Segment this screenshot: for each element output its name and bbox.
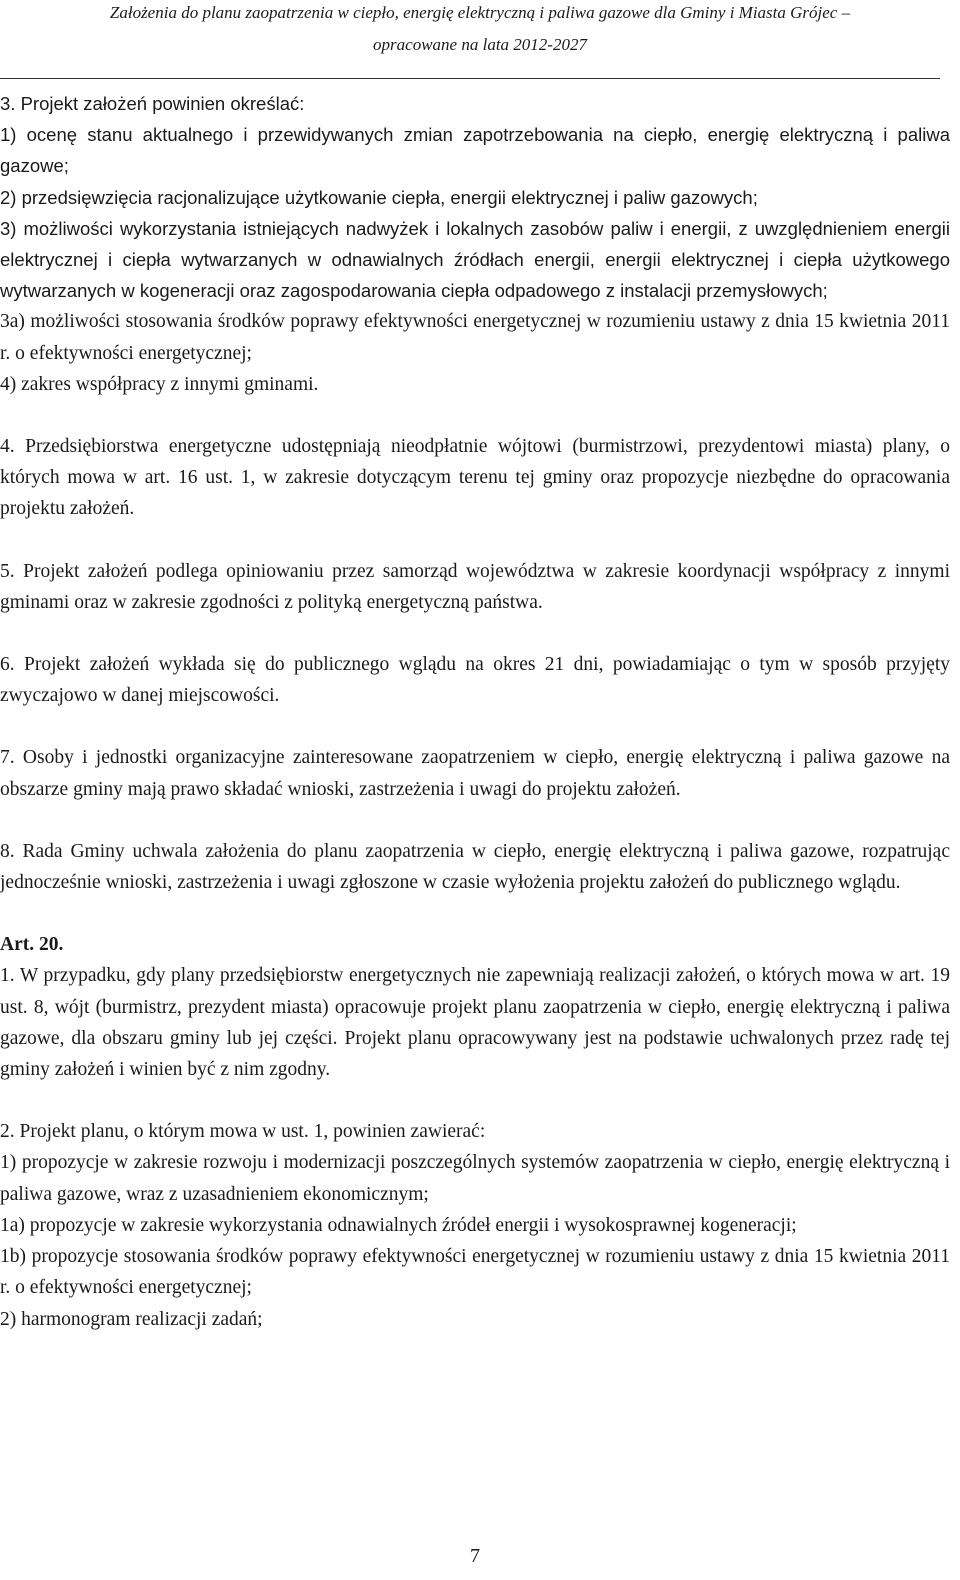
article-20-item-2: 2) harmonogram realizacji zadań; — [0, 1308, 263, 1330]
section-7: 7. Osoby i jednostki organizacyjne zainteresowane zaopatrzeniem w ciepło, energię elektryczną i paliwa gazowe na obszarze gminy mają prawo składać wnioski, zastrzeżenia i uwagi do projektu założeń. — [0, 747, 950, 800]
section-3-item-4: 4) zakres współpracy z innymi gminami. — [0, 373, 319, 395]
section-3-heading: 3. Projekt założeń powinien określać: — [0, 93, 305, 114]
document-body — [0, 88, 950, 1335]
header-divider — [0, 78, 940, 79]
section-3-item-3a: 3a) możliwości stosowania środków poprawy efektywności energetycznej w rozumieniu ustawy z dnia 15 kwietnia 2011 r. o efektywności energetycznej; — [0, 311, 950, 364]
spacer — [0, 525, 950, 556]
spacer — [0, 711, 950, 742]
section-3-item-3: 3) możliwości wykorzystania istniejących nadwyżek i lokalnych zasobów paliw i energii, z uwzględnieniem energii elektrycznej i ciepła wytwarzanych w odnawialnych źródłach energii, energii elektrycznej i ciepła użytkowego wytwarzanych w kogeneracji oraz zagospodarowania ciepła odpadowego z instalacji przemysłowych; — [0, 217, 950, 302]
spacer — [0, 618, 950, 649]
section-4: 4. Przedsiębiorstwa energetyczne udostępniają nieodpłatnie wójtowi (burmistrzowi, prezydentowi miasta) plany, o których mowa w art. 16 ust. 1, w zakresie dotyczącym terenu tej gminy oraz propozycje niezbędne do opracowania projektu założeń. — [0, 436, 950, 520]
section-8: 8. Rada Gminy uchwala założenia do planu zaopatrzenia w ciepło, energię elektryczną i paliwa gazowe, rozpatrując jednocześnie wnioski, zastrzeżenia i uwagi zgłoszone w czasie wyłożenia projektu założeń do publicznego wglądu. — [0, 840, 950, 894]
spacer — [0, 898, 950, 929]
article-20-paragraph-1: 1. W przypadku, gdy plany przedsiębiorstw energetycznych nie zapewniają realizacji założeń, o których mowa w art. 19 ust. 8, wójt (burmistrz, prezydent miasta) opracowuje projekt planu zaopatrzenia w ciepło, energię elektryczną i paliwa gazowe, dla obszaru gminy lub jej części. Projekt planu opracowywany jest na podstawie uchwalonych przez radę tej gminy założeń i winien być z nim zgodny. — [0, 965, 950, 1081]
spacer — [0, 400, 950, 431]
spacer — [0, 805, 950, 836]
section-3-item-1: 1) ocenę stanu aktualnego i przewidywanych zmian zapotrzebowania na ciepło, energię elektryczną i paliwa gazowe; — [0, 124, 950, 177]
header-subtitle: opracowane na lata 2012-2027 — [373, 35, 587, 54]
article-20-item-1b: 1b) propozycje stosowania środków poprawy efektywności energetycznej w rozumieniu ustawy z dnia 15 kwietnia 2011 r. o efektywności energetycznej; — [0, 1246, 950, 1299]
section-5: 5. Projekt założeń podlega opiniowaniu przez samorząd województwa w zakresie koordynacji współpracy z innymi gminami oraz w zakresie zgodności z polityką energetyczną państwa. — [0, 560, 950, 613]
header-title: Założenia do planu zaopatrzenia w ciepło, energię elektryczną i paliwa gazowe dla Gminy i Miasta Grójec – — [109, 3, 851, 22]
article-20-item-1: 1) propozycje w zakresie rozwoju i modernizacji poszczególnych systemów zaopatrzenia w ciepło, energię elektryczną i paliwa gazowe, wraz z uzasadnieniem ekonomicznym; — [0, 1152, 950, 1205]
page-header — [0, 0, 960, 56]
spacer — [0, 1085, 950, 1116]
section-6: 6. Projekt założeń wykłada się do publicznego wglądu na okres 21 dni, powiadamiając o tym w sposób przyjęty zwyczajowo w danej miejscowości. — [0, 654, 950, 707]
section-3-item-2: 2) przedsięwzięcia racjonalizujące użytkowanie ciepła, energii elektrycznej i paliw gazowych; — [0, 186, 758, 208]
article-20-heading: Art. 20. — [0, 934, 64, 956]
article-20-item-1a: 1a) propozycje w zakresie wykorzystania odnawialnych źródeł energii i wysokosprawnej kogeneracji; — [0, 1214, 797, 1236]
article-20-paragraph-2-heading: 2. Projekt planu, o którym mowa w ust. 1, powinien zawierać: — [0, 1121, 486, 1143]
page-number: 7 — [470, 1545, 480, 1567]
